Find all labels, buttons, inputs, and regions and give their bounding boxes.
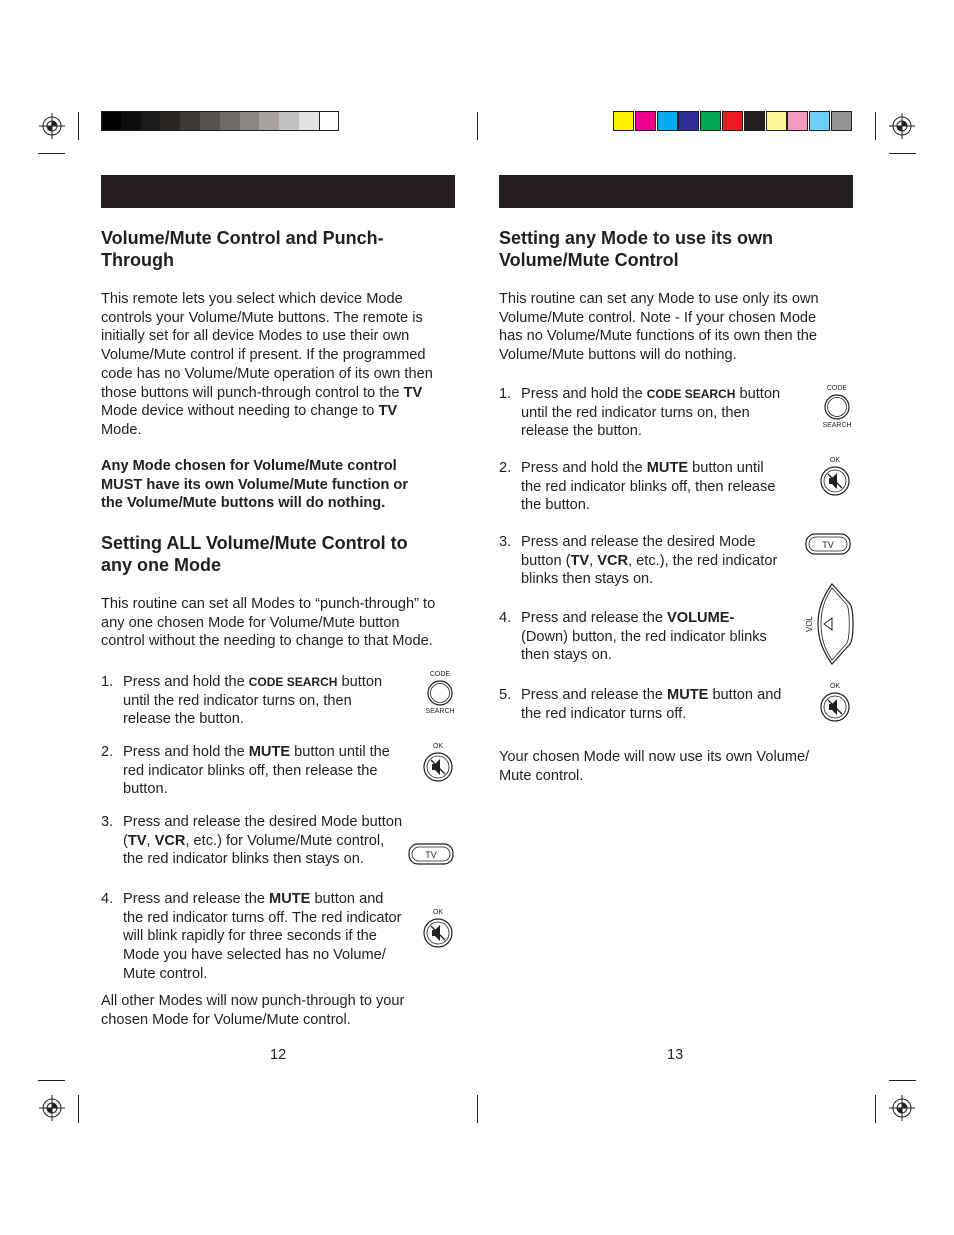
step-text <box>521 385 821 441</box>
text-line: red indicator blinks off, then release the <box>123 762 378 779</box>
color-swatch <box>809 111 830 131</box>
color-swatch <box>635 111 656 131</box>
registration-mark-icon <box>887 111 917 141</box>
color-swatch <box>657 111 678 131</box>
text-line: initially set for all device Modes to use their own <box>101 328 410 345</box>
text-line: Volume/Mute control if present. If the programmed <box>101 347 426 364</box>
step-number: 1. <box>101 674 114 690</box>
volume-down-button-icon <box>800 582 854 668</box>
crop-line <box>78 112 79 140</box>
bold-term: MUTE <box>269 891 311 907</box>
text-line: Press and hold the MUTE button until the <box>123 744 390 760</box>
code-search-button-icon <box>420 668 460 716</box>
mute-button-icon <box>420 740 460 786</box>
text-line: Press and release the desired Mode <box>521 534 756 550</box>
page-number-left: 12 <box>270 1047 287 1063</box>
step-text <box>521 686 821 723</box>
crop-line <box>875 1095 876 1123</box>
right-intro-paragraph <box>499 290 819 365</box>
left-warning-paragraph <box>101 457 408 513</box>
text-line: then stays on. <box>521 647 612 664</box>
bold-term: MUTE <box>646 460 689 476</box>
step-number: 4. <box>101 891 114 907</box>
crop-line <box>38 1080 65 1081</box>
bold-term: CODE SEARCH <box>646 387 736 401</box>
step-number: 3. <box>499 534 512 550</box>
text-line: button. <box>123 781 168 798</box>
text-line: Press and release the VOLUME- <box>521 610 735 626</box>
page-number-right: 13 <box>667 1047 684 1063</box>
text-line: the red indicator blinks then stays on. <box>123 851 364 868</box>
bold-term: MUTE <box>667 687 709 703</box>
text-line: Press and hold the CODE SEARCH button <box>123 674 383 690</box>
step-number: 1. <box>499 386 512 402</box>
step-text <box>123 743 423 799</box>
bold-term: VOLUME- <box>667 610 735 626</box>
text-line: will blink rapidly for three seconds if the <box>123 928 377 945</box>
crop-line <box>889 153 916 154</box>
right-outro-paragraph <box>499 748 809 785</box>
text-line: Press and release the MUTE button and <box>123 891 384 907</box>
bold-term: TV <box>127 832 147 849</box>
text-line: Any Mode chosen for Volume/Mute control <box>101 458 397 474</box>
left-heading-volume-mute: Volume/Mute Control and Punch- Through <box>101 228 384 270</box>
color-swatch <box>613 111 634 131</box>
text-line: Mode. <box>101 421 142 438</box>
step-number: 4. <box>499 610 512 626</box>
crop-line <box>78 1095 79 1123</box>
step-text <box>521 533 821 589</box>
bold-term: MUTE <box>248 744 291 760</box>
gray-bar-outline <box>101 111 339 131</box>
left-intro2-paragraph <box>101 595 435 651</box>
crop-line <box>889 1080 916 1081</box>
text-line: control without the needing to change to that Mode. <box>101 633 433 650</box>
svg-text:SEARCH: SEARCH <box>425 708 455 715</box>
text-line: until the red indicator turns on, then <box>123 692 352 709</box>
color-swatch <box>678 111 699 131</box>
color-swatch <box>831 111 852 131</box>
text-line: release the button. <box>123 711 244 728</box>
step-text <box>123 813 423 869</box>
text-line: This routine can set any Mode to use only its own <box>499 291 819 307</box>
text-line: (Down) button, the red indicator blinks <box>521 628 767 645</box>
svg-text:OK: OK <box>829 683 841 690</box>
left-heading-setting-all: Setting ALL Volume/Mute Control to any one Mode <box>101 533 408 575</box>
text-line: Volume/Mute control. Note - If your chosen Mode <box>499 309 817 326</box>
text-line: controls your Volume/Mute buttons. The remote is <box>101 309 423 326</box>
crop-line <box>477 112 478 140</box>
text-line: Mode device without needing to change to TV <box>101 403 398 420</box>
text-line: release the button. <box>521 423 642 440</box>
text-line: MUST have its own Volume/Mute function or <box>101 476 409 493</box>
text-line: the red indicator blinks off, then release <box>521 478 776 495</box>
text-line: Volume/Mute buttons will do nothing. <box>499 347 737 364</box>
text-line: blinks then stays on. <box>521 571 654 588</box>
text-line: the red indicator turns off. The red indicator <box>123 909 402 926</box>
text-line: Your chosen Mode will now use its own Volume/ <box>499 749 810 765</box>
text-line: (TV, VCR, etc.) for Volume/Mute control, <box>123 832 385 849</box>
bold-term: CODE SEARCH <box>248 675 338 689</box>
step-text <box>123 890 423 984</box>
text-line: Press and release the desired Mode button <box>123 814 403 830</box>
right-header-bar <box>499 175 853 208</box>
text-line: Mute control. <box>123 965 208 982</box>
color-swatch <box>766 111 787 131</box>
text-line: Press and release the MUTE button and <box>521 687 782 703</box>
text-line: the Volume/Mute buttons will do nothing. <box>101 495 386 512</box>
right-heading-setting-any: Setting any Mode to use its own Volume/Mute Control <box>499 228 774 270</box>
text-line: Mode you have selected has no Volume/ <box>123 947 386 964</box>
text-line: button (TV, VCR, etc.), the red indicator <box>521 552 778 569</box>
text-line: Press and hold the MUTE button until <box>521 460 764 476</box>
step-number: 3. <box>101 814 114 830</box>
svg-text:OK: OK <box>432 743 444 750</box>
tv-button-icon <box>802 532 852 558</box>
svg-text:OK: OK <box>432 909 444 916</box>
color-swatch <box>700 111 721 131</box>
svg-text:OK: OK <box>829 457 841 464</box>
text-line: Press and hold the CODE SEARCH button <box>521 386 781 402</box>
text-line: the red indicator turns off. <box>521 705 687 722</box>
text-line: those buttons will punch-through control to the TV <box>101 384 423 401</box>
mute-button-icon <box>817 680 857 726</box>
color-swatch <box>787 111 808 131</box>
color-swatch <box>722 111 743 131</box>
crop-line <box>477 1095 478 1123</box>
left-header-bar <box>101 175 455 208</box>
left-intro-paragraph <box>101 290 433 440</box>
crop-line <box>38 153 65 154</box>
text-line: Mute control. <box>499 767 584 784</box>
step-number: 2. <box>101 744 114 760</box>
step-text <box>123 673 423 729</box>
step-text <box>521 459 821 515</box>
step-number: 2. <box>499 460 512 476</box>
registration-mark-icon <box>37 1093 67 1123</box>
text-line: This remote lets you select which device Mode <box>101 291 403 307</box>
text-line: until the red indicator turns on, then <box>521 404 750 421</box>
bold-term: TV <box>378 403 398 420</box>
text-line: This routine can set all Modes to “punch-through” to <box>101 596 436 612</box>
code-search-button-icon <box>817 382 857 430</box>
bold-term: TV <box>403 384 423 401</box>
mute-button-icon <box>420 906 460 952</box>
registration-mark-icon <box>37 111 67 141</box>
svg-text:TV: TV <box>425 850 437 860</box>
svg-text:TV: TV <box>822 540 834 550</box>
svg-text:VOL: VOL <box>805 615 814 633</box>
text-line: All other Modes will now punch-through to your <box>101 993 405 1009</box>
text-line: any one chosen Mode for Volume/Mute button <box>101 614 400 631</box>
text-line: chosen Mode for Volume/Mute control. <box>101 1011 351 1028</box>
bold-term: VCR <box>154 832 186 849</box>
registration-mark-icon <box>887 1093 917 1123</box>
svg-text:CODE: CODE <box>826 385 848 392</box>
step-text <box>521 609 821 665</box>
tv-button-icon <box>405 842 455 868</box>
bold-term: VCR <box>597 552 629 569</box>
text-line: code has no Volume/Mute operation of its own then <box>101 365 433 382</box>
svg-text:CODE: CODE <box>429 671 451 678</box>
bold-term: TV <box>570 552 590 569</box>
mute-button-icon <box>817 454 857 500</box>
crop-line <box>875 112 876 140</box>
step-number: 5. <box>499 687 512 703</box>
text-line: has no Volume/Mute functions of its own then the <box>499 328 818 345</box>
svg-text:SEARCH: SEARCH <box>822 422 852 429</box>
color-swatch <box>744 111 765 131</box>
left-outro-paragraph <box>101 992 404 1029</box>
text-line: the button. <box>521 497 590 514</box>
